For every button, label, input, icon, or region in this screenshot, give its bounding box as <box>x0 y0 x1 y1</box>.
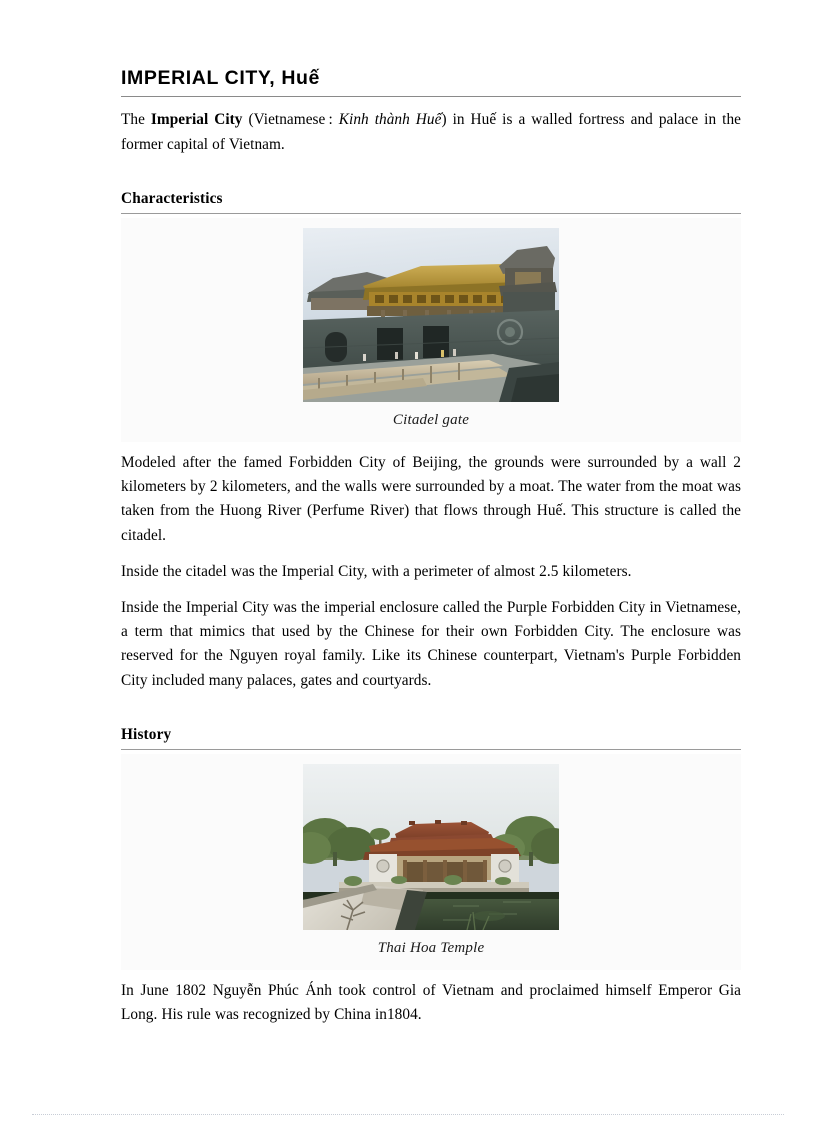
spacer <box>121 169 741 189</box>
thai-hoa-temple-photo <box>303 764 559 930</box>
paragraph-characteristics-1: Modeled after the famed Forbidden City of Beijing, the grounds were surrounded by a wall 2 kilometers by 2 kilometers, and the walls were surrounded by a moat. The water from the moat was taken from the Huong River (Perfume River) that flows through Huế. This structure is called the citadel. <box>121 453 741 544</box>
intro-italic-term: Kinh thành Huế <box>338 111 442 129</box>
figure-citadel-gate <box>121 218 741 442</box>
section-heading-history: History <box>121 725 172 743</box>
intro-lead: The <box>121 111 151 129</box>
title-divider <box>121 96 741 97</box>
intro-paragraph <box>121 108 741 156</box>
intro-bold-term: Imperial City <box>150 111 243 129</box>
figure-caption-citadel-gate: Citadel gate <box>392 411 470 428</box>
document-content <box>121 66 741 1027</box>
intro-paren-close: ) in Huế is a walled fortress and palace in the former capital of Vietnam. <box>121 111 741 153</box>
paragraph-characteristics-2: Inside the citadel was the Imperial City, with a perimeter of almost 2.5 kilometers. <box>121 562 632 580</box>
spacer <box>121 705 741 725</box>
figure-caption-thai-hoa-temple: Thai Hoa Temple <box>377 939 485 956</box>
intro-paren-open: (Vietnamese : <box>242 111 339 129</box>
spacer <box>121 970 741 979</box>
paragraph-characteristics-3: Inside the Imperial City was the imperial enclosure called the Purple Forbidden City in Vietnamese, a term that mimics that used by the Chinese for their own Forbidden City. The enclosure was reserved for the Nguyen royal family. Like its Chinese counterpart, Vietnam's Purple Forbidden City included many palaces, gates and courtyards. <box>121 598 741 689</box>
section-heading-characteristics: Characteristics <box>121 189 223 207</box>
page-title: IMPERIAL CITY, Huế <box>121 67 320 89</box>
paragraph-history-1: In June 1802 Nguyễn Phúc Ánh took control of Vietnam and proclaimed himself Emperor Gia Long. His rule was recognized by China in1804. <box>121 981 741 1024</box>
spacer <box>121 442 741 451</box>
footer-separator <box>32 1114 784 1115</box>
citadel-gate-photo <box>303 228 559 402</box>
figure-thai-hoa-temple <box>121 754 741 970</box>
